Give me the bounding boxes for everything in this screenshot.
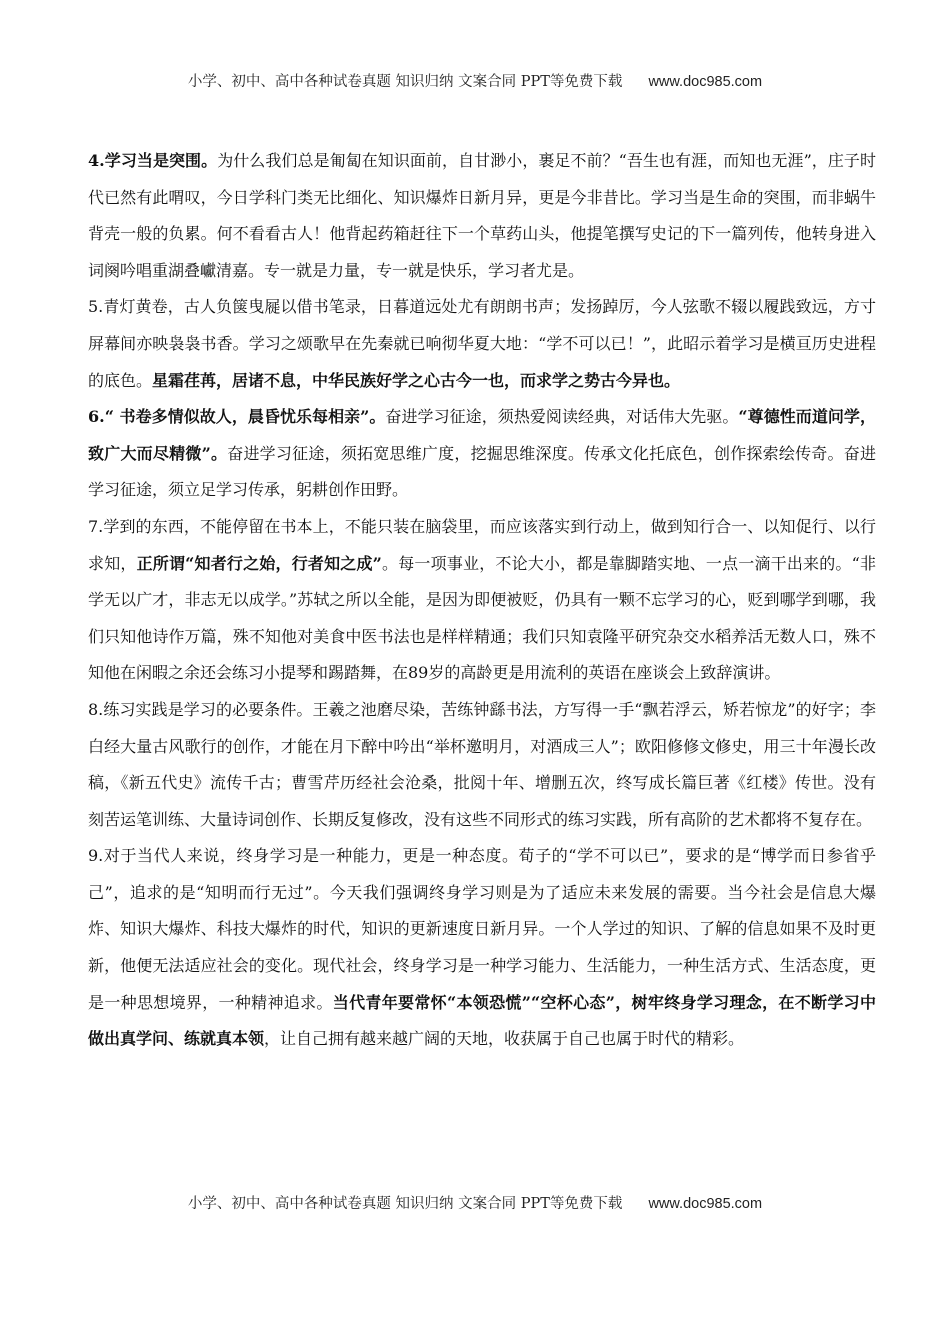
document-body [88, 143, 876, 1058]
paragraph-5 [88, 289, 876, 399]
paragraph-6-quote-1: 6.“ 书卷多情似故人，晨昏忧乐每相亲”。 [88, 407, 386, 427]
page-footer [0, 1192, 950, 1213]
paragraph-7-emphasis: 正所谓“知者行之始，行者知之成” [136, 553, 382, 573]
paragraph-6 [88, 399, 876, 509]
paragraph-7-text-1: 7.学到的东西，不能停留在书本上，不能只装在脑袋里，而应该落实到行动上，做到知行合一、以知促行、以行求知， [88, 516, 876, 573]
paragraph-7 [88, 509, 876, 692]
paragraph-5-text: 5.青灯黄卷，古人负箧曳屣以借书笔录，日暮道远处尤有朗朗书声；发扬踔厉，今人弦歌不辍以履践致远，方寸屏幕间亦映袅袅书香。学习之颂歌早在先秦就已响彻华夏大地：“学不可以已！”，此昭示着学习是横亘历史进程的底色。 [88, 297, 876, 390]
paragraph-4-text: 为什么我们总是匍匐在知识面前，自甘渺小，裹足不前？“吾生也有涯，而知也无涯”，庄子时代已然有此喟叹，今日学科门类无比细化、知识爆炸日新月异，更是今非昔比。学习当是生命的突围，而非蜗牛背壳一般的负累。何不看看古人！他背起药箱赶往下一个草药山头，他提笔撰写史记的下一篇列传，他转身进入词阕吟唱重湖叠巘清嘉。专一就是力量，专一就是快乐，学习者尤是。 [88, 151, 876, 280]
footer-text: 小学、初中、高中各种试卷真题 知识归纳 文案合同 PPT等免费下载 [187, 1196, 623, 1212]
paragraph-6-quote-2: “尊德性而道问学，致广大而尽精微”。 [88, 407, 876, 463]
paragraph-7-text-2: 。每一项事业，不论大小，都是靠脚踏实地、一点一滴干出来的。“非学无以广才，非志无以成学。”苏轼之所以全能，是因为即便被贬，仍具有一颗不忘学习的心，贬到哪学到哪，我们只知他诗作万篇，殊不知他对美食中医书法也是样样精通；我们只知袁隆平研究杂交水稻养活无数人口，殊不知他在闲暇之余还会练习小提琴和踢踏舞，在89岁的高龄更是用流利的英语在座谈会上致辞演讲。 [88, 553, 876, 683]
paragraph-5-emphasis: 星霜荏苒，居诸不息，中华民族好学之心古今一也，而求学之势古今异也。 [152, 370, 681, 390]
paragraph-9 [88, 838, 876, 1058]
header-text: 小学、初中、高中各种试卷真题 知识归纳 文案合同 PPT等免费下载 [187, 74, 623, 90]
paragraph-4 [88, 143, 876, 289]
paragraph-6-text-1: 奋进学习征途，须热爱阅读经典，对话伟大先驱。 [385, 407, 739, 427]
page-header [0, 70, 950, 91]
paragraph-9-emphasis: 当代青年要常怀“本领恐慌”“空杯心态”，树牢终身学习理念，在不断学习中做出真学问、练就真本领 [88, 992, 876, 1049]
paragraph-8 [88, 692, 876, 838]
paragraph-9-text-2: ，让自己拥有越来越广阔的天地，收获属于自己也属于时代的精彩。 [264, 1029, 745, 1049]
paragraph-8-text: 8.练习实践是学习的必要条件。王羲之池磨尽染，苦练钟繇书法，方写得一手“飘若浮云，矫若惊龙”的好字；李白经大量古风歌行的创作，才能在月下醉中吟出“举杯邀明月，对酒成三人”；欧阳修修文修史，用三十年漫长改稿，《新五代史》流传千古；曹雪芹历经社会沧桑，批阅十年、增删五次，终写成长篇巨著《红楼》传世。没有刻苦运笔训练、大量诗词创作、长期反复修改，没有这些不同形式的练习实践，所有高阶的艺术都将不复存在。 [88, 699, 876, 829]
footer-url: www.doc985.com [648, 1196, 763, 1212]
paragraph-9-text-1: 9.对于当代人来说，终身学习是一种能力，更是一种态度。荀子的“学不可以已”，要求的是“博学而日参省乎己”，追求的是“知明而行无过”。今天我们强调终身学习则是为了适应未来发展的需要。当今社会是信息大爆炸、知识大爆炸、科技大爆炸的时代，知识的更新速度日新月异。一个人学过的知识、了解的信息如果不及时更新，他便无法适应社会的变化。现代社会，终身学习是一种学习能力、生活能力，一种生活方式、生活态度，更是一种思想境界，一种精神追求。 [88, 846, 876, 1012]
paragraph-4-heading: 4.学习当是突围。 [88, 151, 218, 170]
paragraph-6-text-2: 奋进学习征途，须拓宽思维广度，挖掘思维深度。传承文化托底色，创作探索绘传奇。奋进学习征途，须立足学习传承，躬耕创作田野。 [88, 443, 876, 500]
header-url: www.doc985.com [648, 74, 763, 90]
